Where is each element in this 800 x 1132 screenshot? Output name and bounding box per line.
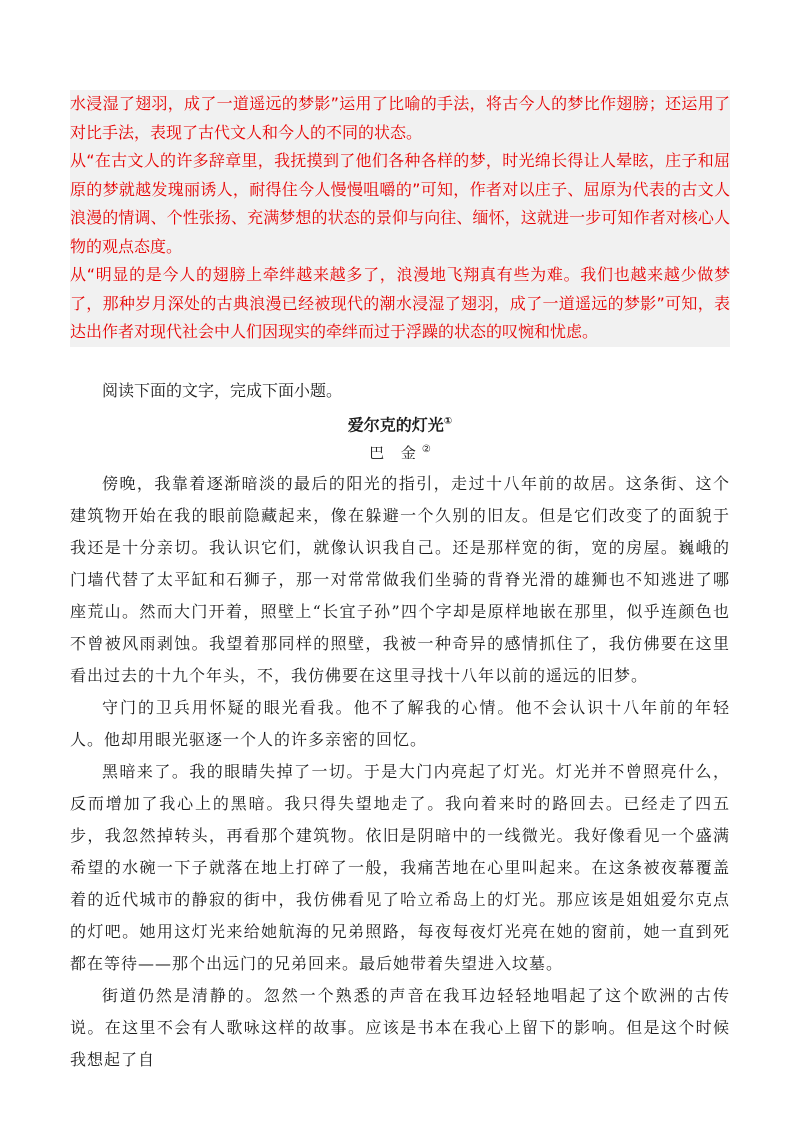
title-footnote-marker: ① — [443, 416, 453, 427]
body-paragraph-3: 黑暗来了。我的眼睛失掉了一切。于是大门内亮起了灯光。灯光并不曾照亮什么，反而增加了我心上的黑暗。我只得失望地走了。我向着来时的路回去。已经走了四五步，我忽然掉转头，再看那个建筑物。依旧是阴暗中的一线微光。我好像看见一个盛满希望的水碗一下子就落在地上打碎了一般，我痛苦地在心里叫起来。在这条被夜幕覆盖着的近代城市的静寂的街中，我仿佛看见了哈立希岛上的灯光。那应该是姐姐爱尔克点的灯吧。她用这灯光来给她航海的兄弟照路，每夜每夜灯光亮在她的窗前，她一直到死都在等待——那个出远门的兄弟回来。最后她带着失望进入坟墓。 — [70, 762, 730, 973]
body-paragraph-1: 傍晚，我靠着逐渐暗淡的最后的阳光的指引，走过十八年前的故居。这条街、这个建筑物开始在我的眼前隐藏起来，像在躲避一个久别的旧友。但是它们改变了的面貌于我还是十分亲切。我认识它们，就像认识我自己。还是那样宽的街，宽的房屋。巍峨的门墙代替了太平缸和石狮子，那一对常常做我们坐骑的背脊光滑的雄狮也不知逃进了哪座荒山。然而大门开着，照壁上“长宜子孙”四个字却是原样地嵌在那里，似乎连颜色也不曾被风雨剥蚀。我望着那同样的照壁，我被一种奇异的感情抓住了，我仿佛要在这里看出过去的十九个年头，不，我仿佛要在这里寻找十八年以前的遥远的旧梦。 — [70, 474, 730, 685]
author-name: 巴 金 — [369, 444, 422, 462]
article-title-text: 爱尔克的灯光 — [347, 415, 444, 435]
body-paragraph-4: 街道仍然是清静的。忽然一个熟悉的声音在我耳边轻轻地唱起了这个欧洲的古传说。在这里不会有人歌咏这样的故事。应该是书本在我心上留下的影响。但是这个时候我想起了自 — [70, 986, 730, 1069]
answer-paragraph-2: 从“在古文人的许多辞章里，我抚摸到了他们各种各样的梦，时光绵长得让人晕眩，庄子和屈原的梦就越发瑰丽诱人，耐得住今人慢慢咀嚼的”可知，作者对以庄子、屈原为代表的古文人浪漫的情调、个性张扬、充满梦想的状态的景仰与向往、缅怀，这就进一步可知作者对核心人物的观点态度。 — [70, 151, 730, 256]
reading-instruction: 阅读下面的文字，完成下面小题。 — [102, 381, 343, 400]
article-title — [0, 410, 800, 437]
answer-paragraph-1: 水浸湿了翅羽，成了一道遥远的梦影”运用了比喻的手法，将古今人的梦比作翅膀；还运用了对比手法，表现了古代文人和今人的不同的状态。 — [70, 94, 730, 142]
article-body — [70, 468, 730, 1076]
answer-explanation-block — [70, 90, 730, 347]
author-footnote-marker: ② — [421, 444, 431, 455]
body-paragraph-2: 守门的卫兵用怀疑的眼光看我。他不了解我的心情。他不会认识十八年前的年轻人。他却用眼光驱逐一个人的许多亲密的回忆。 — [70, 698, 730, 749]
answer-paragraph-3: 从“明显的是今人的翅膀上牵绊越来越多了，浪漫地飞翔真有些为难。我们也越来越少做梦了，那种岁月深处的古典浪漫已经被现代的潮水浸湿了翅羽，成了一道遥远的梦影”可知，表达出作者对现代社会中人们因现实的牵绊而过于浮躁的状态的叹惋和忧虑。 — [70, 265, 730, 341]
article-author — [0, 438, 800, 465]
